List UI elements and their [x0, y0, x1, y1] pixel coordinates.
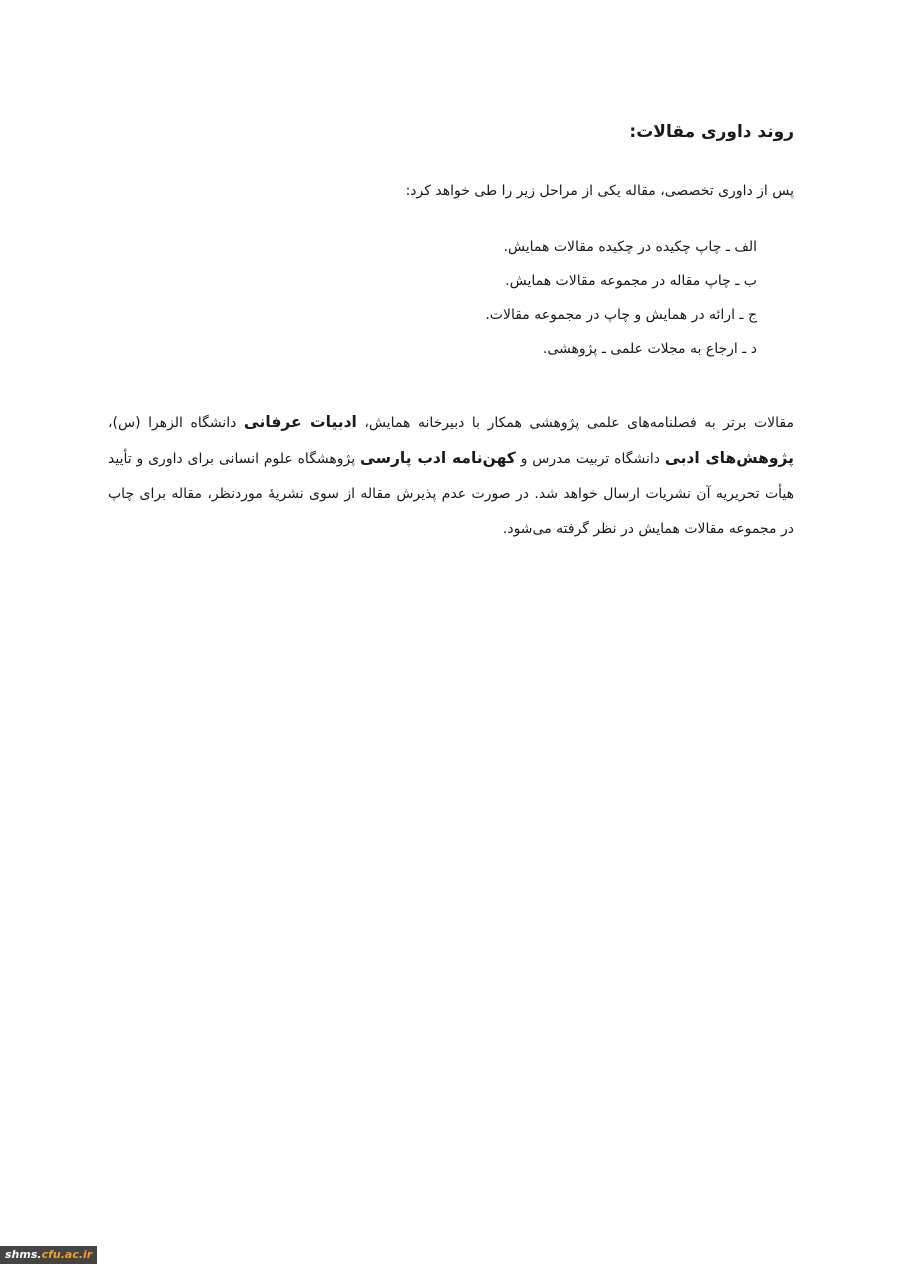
- journal-name-adabiyat-erfani: ادبیات عرفانی: [243, 413, 357, 431]
- step-item-jim: ج ـ ارائه در همایش و چاپ در مجموعه مقالات.: [485, 307, 757, 323]
- paragraph-text: پژوهشگاه علوم انسانی برای داوری و تأیید هیأت تحریریه آن نشریات ارسال خواهد شد. در صورت عدم پذیرش مقاله از سوی نشریهٔ موردنظر، مقاله برای چاپ در مجموعه مقالات همایش در نظر گرفته می‌شود.: [108, 451, 794, 537]
- paragraph-text: دانشگاه تربیت مدرس و: [515, 451, 665, 467]
- watermark-text-white: shms.: [5, 1248, 42, 1261]
- paragraph-text: مقالات برتر به فصلنامه‌های علمی پژوهشی همکار با دبیرخانه همایش،: [356, 415, 794, 431]
- review-steps-list: [485, 236, 757, 372]
- step-item-alef: الف ـ چاپ چکیده در چکیده مقالات همایش.: [503, 239, 757, 255]
- watermark-text-orange: cfu.ac.ir: [41, 1248, 93, 1261]
- step-item-be: ب ـ چاپ مقاله در مجموعه مقالات همایش.: [505, 273, 757, 289]
- journal-name-kohan-nameh: کهن‌نامه ادب پارسی: [360, 449, 516, 467]
- journal-name-pajouhesh-adabi: پژوهش‌های ادبی: [664, 449, 794, 467]
- section-heading: روند داوری مقالات:: [629, 122, 794, 142]
- paragraph-text: دانشگاه الزهرا (س)،: [108, 415, 244, 431]
- intro-text: پس از داوری تخصصی، مقاله یکی از مراحل زیر را طی خواهد کرد:: [405, 183, 794, 199]
- site-watermark: [0, 1246, 97, 1264]
- step-item-dal: د ـ ارجاع به مجلات علمی ـ پژوهشی.: [542, 341, 757, 357]
- journals-paragraph: [108, 405, 794, 547]
